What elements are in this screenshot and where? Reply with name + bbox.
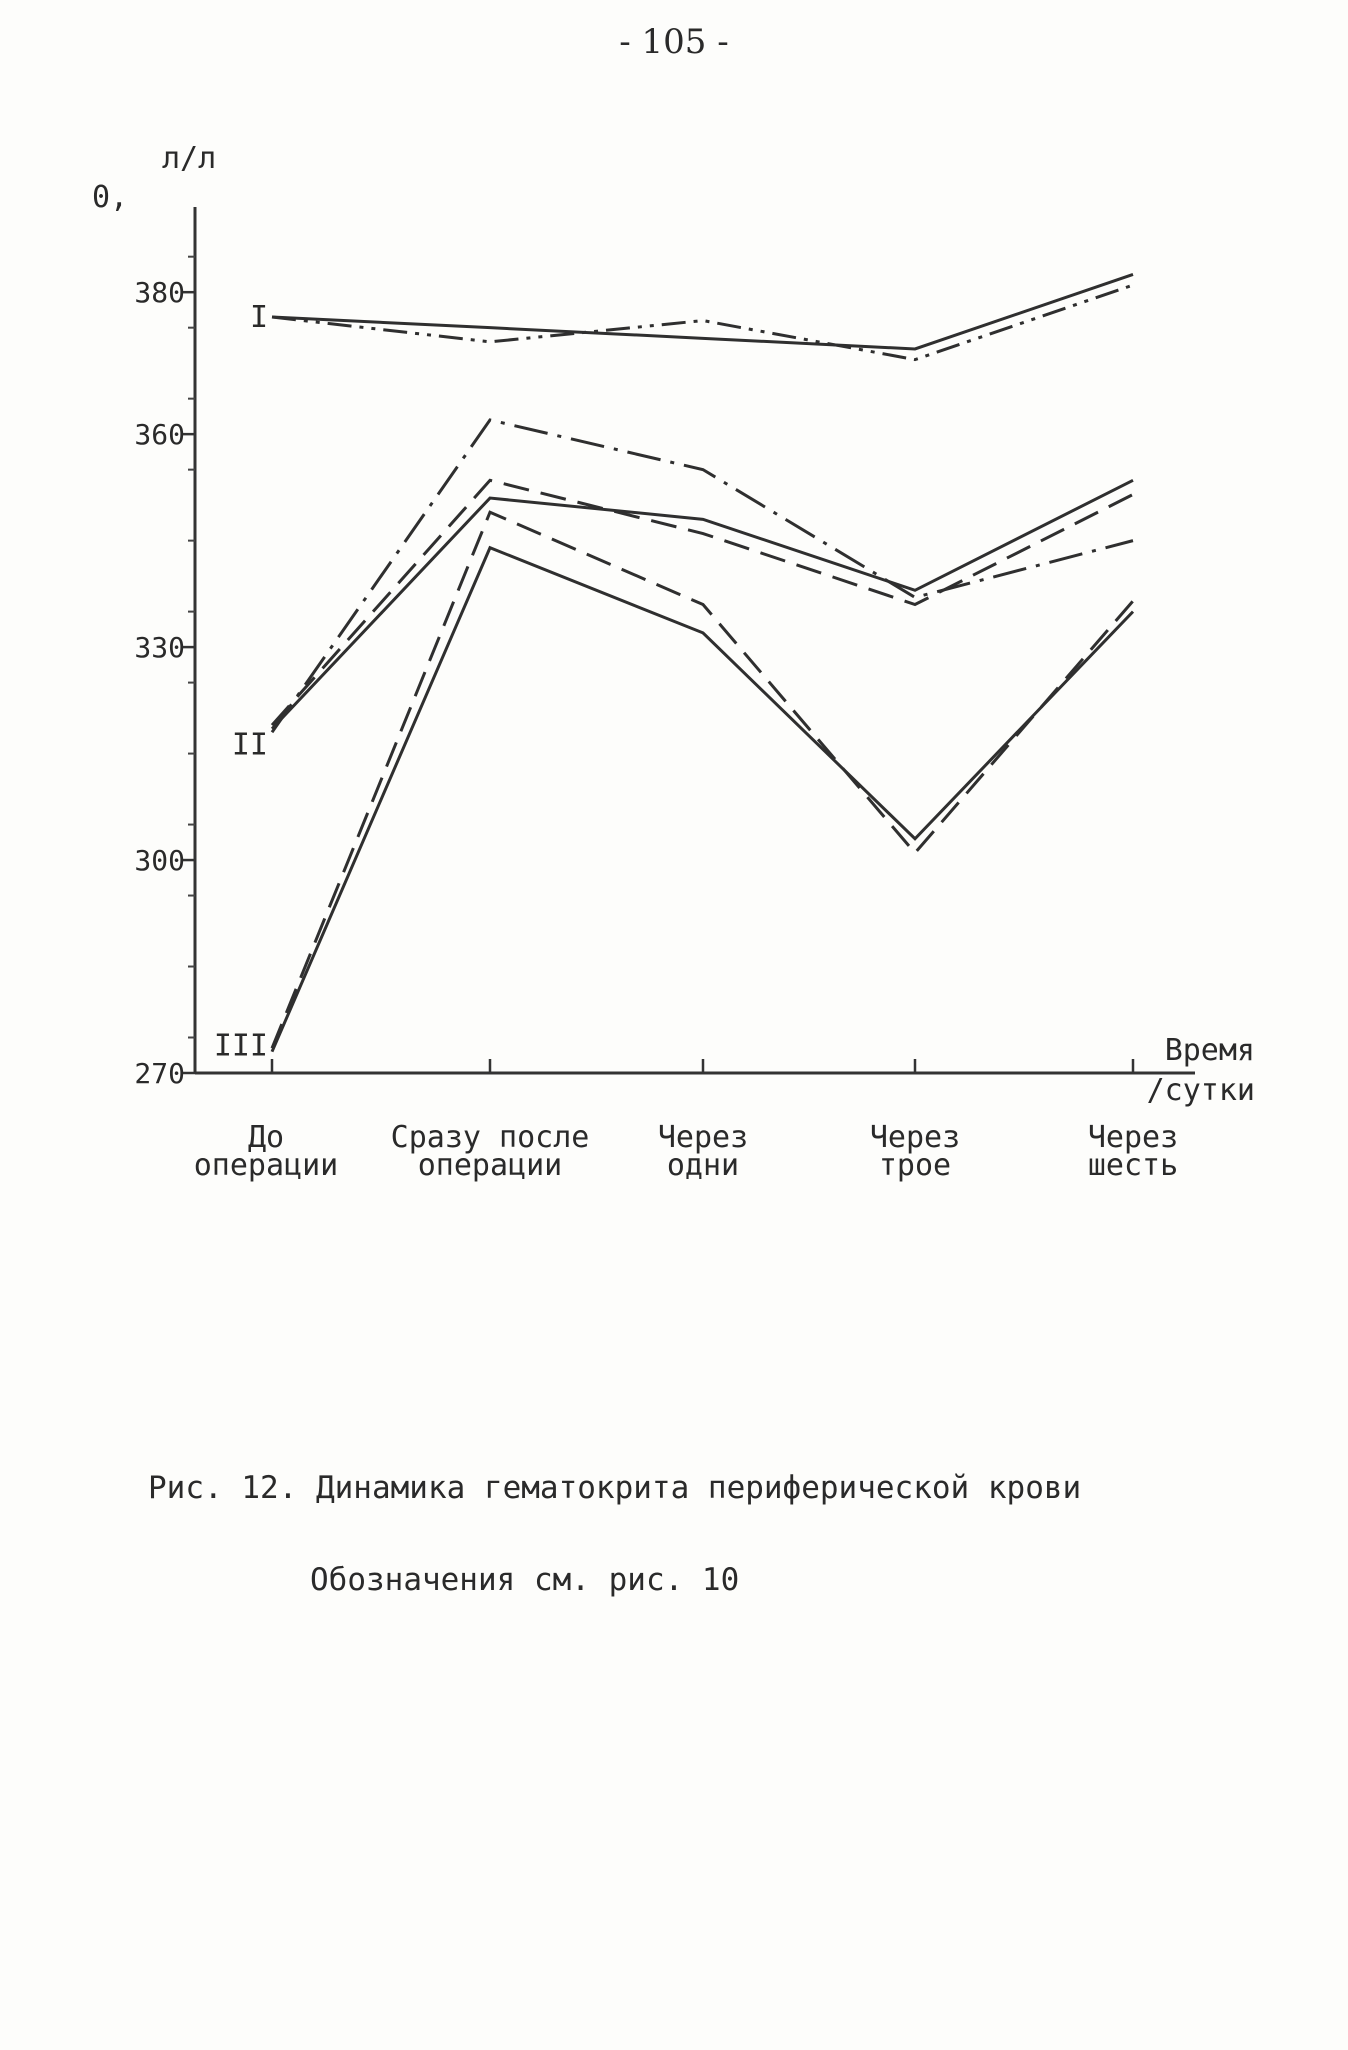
x-category-label: До — [247, 1120, 285, 1155]
y-tick-label: 330 — [134, 631, 185, 665]
series-line-II-dashdot — [272, 420, 1133, 732]
y-tick-label: 300 — [134, 844, 185, 878]
page-number: - 105 - — [619, 22, 729, 62]
y-axis-symbol-label: 0, — [92, 180, 129, 215]
series-layer — [272, 274, 1133, 1051]
y-axis-unit-label: л/л — [162, 141, 217, 176]
x-category-label: операции — [193, 1148, 339, 1183]
series-line-III-solid — [272, 548, 1133, 1052]
x-axis-title: Время — [1164, 1033, 1255, 1068]
x-category-label: Через — [869, 1120, 961, 1155]
x-axis-title-unit: /сутки — [1146, 1073, 1255, 1108]
y-tick-label: 270 — [134, 1057, 185, 1090]
x-category-label: Через — [657, 1120, 749, 1155]
x-category-label: Сразу после — [390, 1120, 590, 1155]
series-line-I-solid — [272, 274, 1133, 349]
group-label-III: III — [213, 1028, 268, 1064]
x-category-label: одни — [666, 1148, 740, 1183]
x-category-label: операции — [417, 1148, 563, 1183]
x-category-label: Через — [1087, 1120, 1179, 1155]
x-category-label: трое — [878, 1148, 952, 1183]
group-label-II: II — [231, 727, 268, 763]
y-tick-label: 360 — [134, 418, 185, 452]
group-label-I: I — [249, 300, 268, 336]
figure-caption: Рис. 12. Динамика гематокрита периферической крови — [148, 1470, 1082, 1506]
x-category-label: шесть — [1087, 1148, 1179, 1183]
caption-note: Обозначения см. рис. 10 — [310, 1562, 740, 1598]
y-tick-label: 380 — [134, 276, 185, 310]
